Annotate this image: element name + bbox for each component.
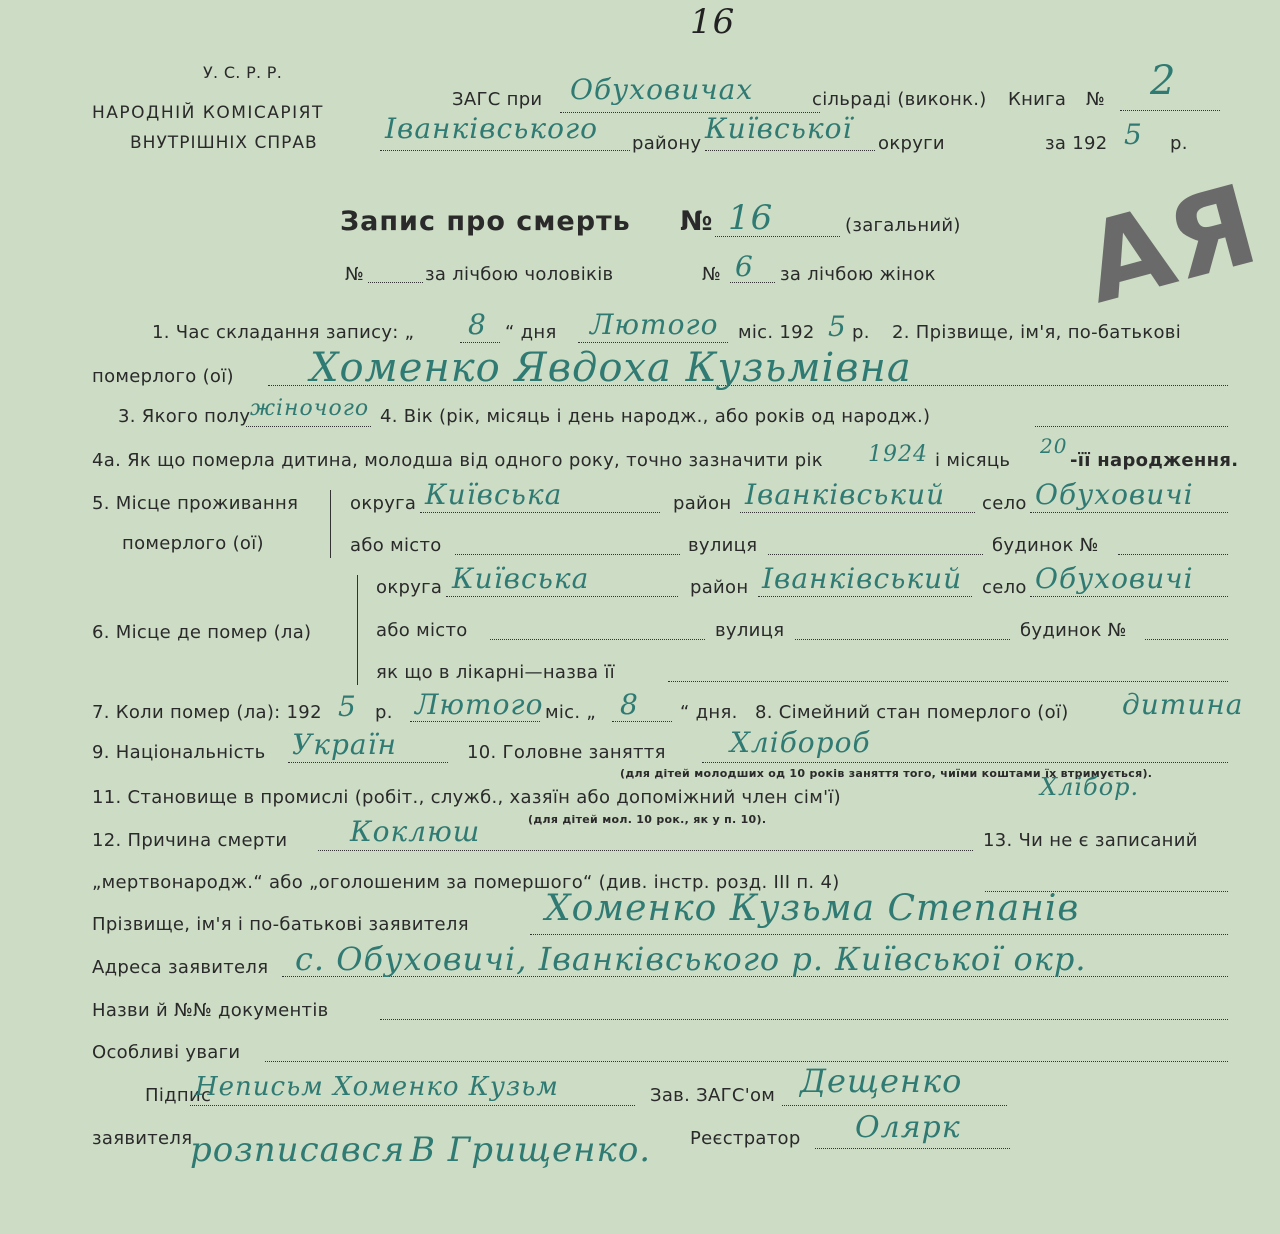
pencil-mark: АЯ bbox=[1071, 159, 1271, 329]
f12-label: 12. Причина смерти bbox=[92, 830, 288, 851]
book-line bbox=[1120, 110, 1220, 111]
commissariat-line-1: НАРОДНІЙ КОМІСАРІЯТ bbox=[92, 103, 324, 123]
f6-raion: Іванківський bbox=[762, 562, 963, 595]
head-line bbox=[782, 1105, 1007, 1106]
f6-selo: Обуховичі bbox=[1035, 562, 1194, 595]
applicant-signature-2: розписався bbox=[190, 1130, 406, 1170]
record-general: (загальний) bbox=[845, 215, 961, 236]
zags-value: Обуховичах bbox=[570, 73, 754, 106]
women-no-sign: № bbox=[702, 264, 722, 285]
f6-label: 6. Місце де помер (ла) bbox=[92, 622, 312, 643]
registrar-label: Реєстратор bbox=[690, 1128, 801, 1149]
f2-sub-label: померлого (ої) bbox=[92, 366, 234, 387]
f7-day: 8 bbox=[620, 688, 639, 721]
f11-label: 11. Становище в промислі (робіт., служб., хазяїн або допоміжний член сім'ї) bbox=[92, 787, 841, 808]
f6-brace bbox=[357, 575, 358, 685]
raion-line bbox=[380, 150, 630, 151]
f6-selo-line bbox=[1030, 596, 1228, 597]
sign-label: Підпис bbox=[145, 1085, 212, 1106]
f5-raion: Іванківський bbox=[745, 478, 946, 511]
f1-year: 5 bbox=[828, 310, 847, 343]
women-label: за лічбою жінок bbox=[780, 264, 936, 285]
selrada-label: сільраді (виконк.) bbox=[812, 89, 987, 110]
f8-value: дитина bbox=[1122, 688, 1244, 721]
f13-label: 13. Чи не є записаний bbox=[983, 830, 1198, 851]
women-number: 6 bbox=[735, 250, 754, 283]
f6-hosp-line bbox=[668, 681, 1228, 682]
docs-label: Назви й №№ документів bbox=[92, 1000, 329, 1021]
f6-raion-label: район bbox=[690, 577, 749, 598]
f7-day-label: “ дня. bbox=[680, 702, 738, 723]
book-no-sign: № bbox=[1086, 89, 1106, 110]
year-value: 5 bbox=[1124, 118, 1143, 151]
f4a-year: 1924 bbox=[868, 442, 928, 467]
head-label: Зав. ЗАГС'ом bbox=[650, 1085, 776, 1106]
f6-misto-label: або місто bbox=[376, 620, 468, 641]
address-label: Адреса заявителя bbox=[92, 957, 269, 978]
year-suffix: р. bbox=[1170, 133, 1188, 154]
f7-month-label: міс. „ bbox=[545, 702, 597, 723]
f5-selo: Обуховичі bbox=[1035, 478, 1194, 511]
f1-day-line bbox=[460, 342, 500, 343]
f3-label: 3. Якого полу bbox=[118, 406, 251, 427]
f5-okruha-label: округа bbox=[350, 493, 417, 514]
f5-misto-line bbox=[455, 554, 680, 555]
f4a-suffix: -її народження. bbox=[1070, 450, 1239, 471]
f4-line bbox=[1035, 426, 1228, 427]
f12-value: Коклюш bbox=[350, 815, 481, 848]
notes-line bbox=[265, 1061, 1228, 1062]
f5-raion-label: район bbox=[673, 493, 732, 514]
f3-line bbox=[246, 426, 371, 427]
f1-month-label: міс. 192 bbox=[738, 322, 815, 343]
f5-bud-label: будинок № bbox=[992, 535, 1099, 556]
f5-vul-line bbox=[768, 554, 983, 555]
f5-misto-label: або місто bbox=[350, 535, 442, 556]
raion-value: Іванківського bbox=[385, 112, 598, 145]
f11-value: Хлібор. bbox=[1040, 773, 1140, 801]
f7-year: 5 bbox=[338, 690, 357, 723]
head-signature: Дещенко bbox=[800, 1062, 963, 1100]
f9-line bbox=[288, 762, 448, 763]
f7-year-suffix: р. bbox=[375, 702, 393, 723]
f10-note: (для дітей молодших од 10 років заняття того, чиїми коштами їх втримується). bbox=[620, 767, 1153, 780]
men-line bbox=[368, 282, 423, 283]
f10-label: 10. Головне заняття bbox=[467, 742, 666, 763]
f5-selo-line bbox=[1030, 512, 1228, 513]
f1-month-line bbox=[578, 342, 728, 343]
sign-line bbox=[190, 1105, 635, 1106]
f3-value: жіночого bbox=[250, 396, 370, 421]
address-value: с. Обуховичі, Іванківського р. Київської окр. bbox=[295, 940, 1087, 978]
f6-bud-line bbox=[1145, 639, 1228, 640]
f4a-month: 20 bbox=[1040, 434, 1068, 458]
f2-label: 2. Прізвище, ім'я, по-батькові bbox=[892, 322, 1182, 343]
f10-line bbox=[702, 762, 1228, 763]
book-label: Книга bbox=[1008, 89, 1067, 110]
men-label: за лічбою чоловіків bbox=[425, 264, 614, 285]
f9-value: Україн bbox=[292, 728, 397, 761]
applicant-value: Хоменко Кузьма Степанів bbox=[545, 888, 1080, 929]
f7-month-line bbox=[410, 721, 540, 722]
f4-label: 4. Вік (рік, місяць і день народж., або років од народж.) bbox=[380, 406, 931, 427]
sign-label-2: заявителя bbox=[92, 1128, 193, 1149]
notes-label: Особливі уваги bbox=[92, 1042, 241, 1063]
ussr-label: У. С. Р. Р. bbox=[203, 63, 283, 82]
f9-label: 9. Національність bbox=[92, 742, 266, 763]
f5-label: 5. Місце проживання bbox=[92, 493, 299, 514]
registrar-signature: Олярк bbox=[855, 1110, 961, 1145]
raion-label: району bbox=[632, 133, 702, 154]
f8-label: 8. Сімейний стан померлого (ої) bbox=[755, 702, 1069, 723]
f7-month: Лютого bbox=[415, 688, 544, 721]
f1-day-label: “ дня bbox=[505, 322, 557, 343]
year-label: за 192 bbox=[1045, 133, 1108, 154]
f6-okruha-line bbox=[446, 596, 678, 597]
f5-vul-label: вулиця bbox=[688, 535, 758, 556]
f5-selo-label: село bbox=[982, 493, 1027, 514]
f6-selo-label: село bbox=[982, 577, 1027, 598]
f6-vul-label: вулиця bbox=[715, 620, 785, 641]
applicant-line bbox=[530, 934, 1228, 935]
men-no-sign: № bbox=[345, 264, 365, 285]
f5-raion-line bbox=[740, 512, 975, 513]
record-number: 16 bbox=[728, 198, 774, 238]
f2-value: Хоменко Явдоха Кузьмівна bbox=[310, 345, 912, 391]
applicant-signature: Неписьм Хоменко Кузьм bbox=[195, 1072, 559, 1102]
okruha-value: Київської bbox=[705, 112, 853, 145]
okruha-line bbox=[705, 150, 875, 151]
okruha-label: округи bbox=[878, 133, 945, 154]
f6-okruha: Київська bbox=[452, 562, 590, 595]
f12-line bbox=[318, 850, 973, 851]
zags-label: ЗАГС при bbox=[452, 89, 543, 110]
f1-year-suffix: р. bbox=[852, 322, 870, 343]
f6-raion-line bbox=[758, 596, 972, 597]
commissariat-line-2: ВНУТРІШНІХ СПРАВ bbox=[130, 133, 318, 153]
f6-vul-line bbox=[795, 639, 1010, 640]
f5-sub-label: померлого (ої) bbox=[122, 533, 264, 554]
book-value: 2 bbox=[1150, 58, 1177, 104]
f1-label: 1. Час складання запису: „ bbox=[152, 322, 415, 343]
f1-day: 8 bbox=[468, 308, 487, 341]
record-no-sign: № bbox=[680, 206, 714, 237]
f11-note: (для дітей мол. 10 рок., як у п. 10). bbox=[528, 813, 767, 826]
applicant-label: Прізвище, ім'я і по-батькові заявителя bbox=[92, 914, 469, 935]
f6-okruha-label: округа bbox=[376, 577, 443, 598]
f13-line2: „мертвонародж.“ або „оголошеним за помершого“ (див. інстр. розд. III п. 4) bbox=[92, 872, 840, 893]
f10-value: Хлібороб bbox=[730, 726, 871, 759]
f5-okruha-line bbox=[420, 512, 660, 513]
registrar-line bbox=[815, 1148, 1010, 1149]
f6-hosp-label: як що в лікарні—назва її bbox=[376, 662, 615, 683]
f4a-month-label: і місяць bbox=[935, 450, 1011, 471]
docs-line bbox=[380, 1019, 1228, 1020]
f5-brace bbox=[330, 490, 331, 558]
f1-month: Лютого bbox=[590, 308, 719, 341]
f6-bud-label: будинок № bbox=[1020, 620, 1127, 641]
f5-okruha: Київська bbox=[425, 478, 563, 511]
f6-misto-line bbox=[490, 639, 705, 640]
f5-bud-line bbox=[1118, 554, 1228, 555]
top-mark: 16 bbox=[690, 2, 736, 42]
f7-label: 7. Коли помер (ла): 192 bbox=[92, 702, 322, 723]
record-title: Запис про смерть bbox=[340, 206, 631, 237]
f4a-label: 4а. Як що померла дитина, молодша від одного року, точно зазначити рік bbox=[92, 450, 823, 471]
applicant-signature-3: В Грищенко. bbox=[410, 1130, 652, 1170]
f7-day-line bbox=[612, 721, 672, 722]
